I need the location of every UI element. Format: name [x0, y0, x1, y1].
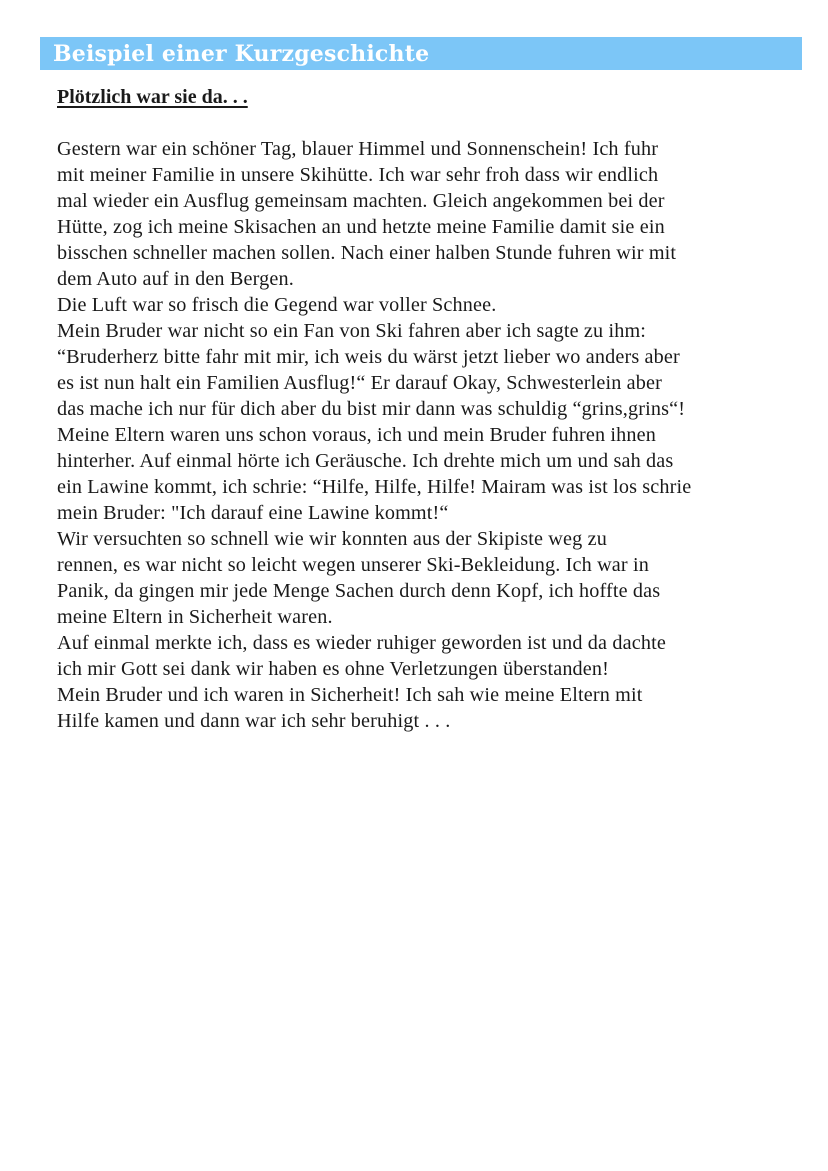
story-line: dem Auto auf in den Bergen. [57, 268, 294, 290]
story-line: mein Bruder: "Ich darauf eine Lawine kommt!“ [57, 502, 449, 524]
story-line: Die Luft war so frisch die Gegend war voller Schnee. [57, 294, 497, 316]
story-line: “Bruderherz bitte fahr mit mir, ich weis du wärst jetzt lieber wo anders aber [57, 346, 680, 368]
story-line: Auf einmal merkte ich, dass es wieder ruhiger geworden ist und da dachte [57, 632, 666, 654]
story-line: meine Eltern in Sicherheit waren. [57, 606, 333, 628]
story-line: es ist nun halt ein Familien Ausflug!“ Er darauf Okay, Schwesterlein aber [57, 372, 663, 394]
story-line: das mache ich nur für dich aber du bist mir dann was schuldig “grins,grins“! [57, 398, 686, 420]
header-bar [40, 37, 802, 70]
story-line: hinterher. Auf einmal hörte ich Geräusche. Ich drehte mich um und sah das [57, 450, 674, 472]
story-line: Hilfe kamen und dann war ich sehr beruhigt . . . [57, 710, 451, 732]
story-line: Wir versuchten so schnell wie wir konnten aus der Skipiste weg zu [57, 528, 607, 550]
story-line: Hütte, zog ich meine Skisachen an und hetzte meine Familie damit sie ein [57, 216, 665, 238]
story-title: Plötzlich war sie da. . . [57, 86, 248, 108]
story-line: Mein Bruder und ich waren in Sicherheit! Ich sah wie meine Eltern mit [57, 684, 643, 706]
story-line: mit meiner Familie in unsere Skihütte. Ich war sehr froh dass wir endlich [57, 164, 659, 186]
story-line: Gestern war ein schöner Tag, blauer Himmel und Sonnenschein! Ich fuhr [57, 138, 659, 160]
story-line: ein Lawine kommt, ich schrie: “Hilfe, Hilfe, Hilfe! Mairam was ist los schrie [57, 476, 692, 498]
story-line: rennen, es war nicht so leicht wegen unserer Ski-Bekleidung. Ich war in [57, 554, 649, 576]
story-line: Mein Bruder war nicht so ein Fan von Ski fahren aber ich sagte zu ihm: [57, 320, 647, 342]
story-line: Panik, da gingen mir jede Menge Sachen durch denn Kopf, ich hoffte das [57, 580, 661, 602]
story-content [57, 84, 787, 734]
story-line: mal wieder ein Ausflug gemeinsam machten. Gleich angekommen bei der [57, 190, 665, 212]
story-line: ich mir Gott sei dank wir haben es ohne Verletzungen überstanden! [57, 658, 610, 680]
story-line: bisschen schneller machen sollen. Nach einer halben Stunde fuhren wir mit [57, 242, 677, 264]
story-body [57, 136, 787, 734]
story-line: Meine Eltern waren uns schon voraus, ich und mein Bruder fuhren ihnen [57, 424, 656, 446]
page-title: Beispiel einer Kurzgeschichte [53, 40, 430, 67]
